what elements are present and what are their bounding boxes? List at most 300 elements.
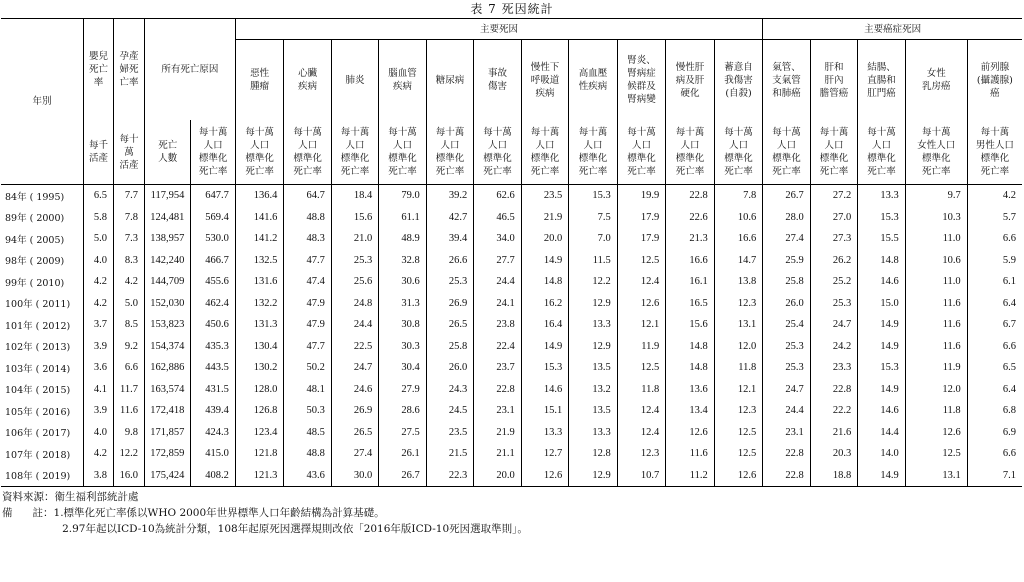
value-cell: 30.3 — [379, 336, 426, 358]
value-cell: 132.5 — [235, 250, 284, 272]
value-cell: 47.4 — [284, 271, 331, 293]
value-cell: 39.2 — [426, 185, 473, 207]
column-unit: 每十萬 人口 標準化 死亡率 — [426, 120, 473, 185]
value-cell: 14.6 — [521, 379, 568, 401]
column-name: 蓄意自 我傷害 (自殺) — [714, 40, 763, 121]
table-row — [1, 357, 1022, 379]
value-cell: 24.8 — [331, 293, 378, 315]
value-cell: 10.6 — [905, 250, 967, 272]
year-cell: 89年 ( 2000) — [5, 213, 65, 225]
value-cell: 162,886 — [144, 357, 190, 379]
value-cell: 20.0 — [474, 465, 521, 487]
value-cell: 12.1 — [617, 314, 666, 336]
table-row — [1, 443, 1022, 465]
table-row — [1, 465, 1022, 487]
value-cell: 25.2 — [810, 271, 857, 293]
value-cell: 13.1 — [905, 465, 967, 487]
value-cell: 12.3 — [714, 400, 763, 422]
column-name: 肝和 肝內 膽管癌 — [810, 40, 857, 121]
value-cell: 48.5 — [284, 422, 331, 444]
column-name: 糖尿病 — [426, 40, 473, 121]
value-cell: 12.4 — [617, 400, 666, 422]
value-cell: 11.8 — [617, 379, 666, 401]
value-cell: 6.5 — [84, 185, 114, 207]
column-name: 嬰兒 死亡 率 — [84, 19, 114, 121]
value-cell: 11.8 — [714, 357, 763, 379]
value-cell: 431.5 — [191, 379, 235, 401]
value-cell: 11.6 — [905, 293, 967, 315]
value-cell: 14.6 — [858, 400, 905, 422]
value-cell: 12.2 — [569, 271, 618, 293]
value-cell: 439.4 — [191, 400, 235, 422]
value-cell: 3.6 — [84, 357, 114, 379]
year-cell: 108年 ( 2019) — [1, 465, 84, 487]
value-cell: 14.9 — [858, 379, 905, 401]
value-cell: 61.1 — [379, 207, 426, 229]
value-cell: 18.4 — [331, 185, 378, 207]
table-row — [1, 422, 1022, 444]
value-cell: 17.9 — [617, 228, 666, 250]
value-cell: 12.5 — [905, 443, 967, 465]
value-cell: 12.0 — [905, 379, 967, 401]
value-cell: 18.8 — [810, 465, 857, 487]
value-cell: 12.9 — [569, 465, 618, 487]
value-cell: 15.6 — [331, 207, 378, 229]
value-cell: 138,957 — [144, 228, 190, 250]
column-name: 高血壓 性疾病 — [569, 40, 618, 121]
value-cell: 142,240 — [144, 250, 190, 272]
column-unit: 每十萬 人口 標準化 死亡率 — [191, 120, 235, 185]
table-body — [1, 185, 1022, 487]
value-cell: 11.6 — [905, 314, 967, 336]
value-cell: 4.0 — [84, 250, 114, 272]
value-cell: 172,859 — [144, 443, 190, 465]
value-cell: 4.2 — [84, 443, 114, 465]
table-row — [1, 379, 1022, 401]
value-cell: 21.5 — [426, 443, 473, 465]
value-cell: 144,709 — [144, 271, 190, 293]
value-cell: 26.9 — [331, 400, 378, 422]
value-cell: 4.0 — [84, 422, 114, 444]
value-cell: 126.8 — [235, 400, 284, 422]
year-cell: 106年 ( 2017) — [5, 428, 71, 440]
value-cell: 39.4 — [426, 228, 473, 250]
value-cell: 14.8 — [666, 336, 715, 358]
value-cell: 12.8 — [569, 443, 618, 465]
value-cell: 7.7 — [114, 185, 145, 207]
value-cell: 13.3 — [569, 314, 618, 336]
value-cell: 12.7 — [521, 443, 568, 465]
value-cell: 25.6 — [331, 271, 378, 293]
value-cell: 14.9 — [858, 314, 905, 336]
value-cell: 26.9 — [426, 293, 473, 315]
table-title: 表 7 死因統計 — [470, 2, 554, 16]
value-cell: 13.8 — [714, 271, 763, 293]
column-name: 所有死亡原因 — [144, 19, 235, 121]
value-cell: 6.5 — [967, 357, 1022, 379]
year-cell: 104年 ( 2015) — [5, 385, 71, 397]
value-cell: 24.6 — [331, 379, 378, 401]
value-cell: 22.8 — [763, 465, 810, 487]
value-cell: 12.2 — [114, 443, 145, 465]
table-row — [1, 271, 1022, 293]
value-cell: 14.9 — [521, 250, 568, 272]
value-cell: 16.1 — [666, 271, 715, 293]
value-cell: 27.9 — [379, 379, 426, 401]
value-cell: 11.6 — [905, 336, 967, 358]
value-cell: 462.4 — [191, 293, 235, 315]
value-cell: 12.9 — [569, 336, 618, 358]
value-cell: 6.9 — [967, 422, 1022, 444]
value-cell: 12.1 — [714, 379, 763, 401]
value-cell: 14.9 — [858, 336, 905, 358]
value-cell: 25.8 — [763, 271, 810, 293]
death-statistics-table — [1, 18, 1022, 487]
column-unit: 每十萬 人口 標準化 死亡率 — [569, 120, 618, 185]
value-cell: 15.1 — [521, 400, 568, 422]
value-cell: 9.2 — [114, 336, 145, 358]
value-cell: 124,481 — [144, 207, 190, 229]
column-unit: 每十萬 人口 標準化 死亡率 — [617, 120, 666, 185]
value-cell: 24.1 — [474, 293, 521, 315]
value-cell: 23.5 — [426, 422, 473, 444]
value-cell: 9.7 — [905, 185, 967, 207]
value-cell: 30.0 — [331, 465, 378, 487]
value-cell: 12.5 — [714, 422, 763, 444]
value-cell: 154,374 — [144, 336, 190, 358]
value-cell: 48.3 — [284, 228, 331, 250]
value-cell: 26.6 — [426, 250, 473, 272]
value-cell: 47.7 — [284, 336, 331, 358]
value-cell: 15.3 — [521, 357, 568, 379]
value-cell: 14.9 — [858, 465, 905, 487]
value-cell: 15.6 — [666, 314, 715, 336]
year-cell: 100年 ( 2011) — [5, 299, 71, 311]
value-cell: 25.3 — [810, 293, 857, 315]
table-row — [1, 400, 1022, 422]
value-cell: 14.4 — [858, 422, 905, 444]
value-cell: 16.6 — [666, 250, 715, 272]
column-unit: 每十萬 男性人口 標準化 死亡率 — [967, 120, 1022, 185]
table-row — [1, 250, 1022, 272]
value-cell: 7.5 — [569, 207, 618, 229]
value-cell: 10.7 — [617, 465, 666, 487]
value-cell: 28.6 — [379, 400, 426, 422]
value-cell: 64.7 — [284, 185, 331, 207]
value-cell: 24.4 — [763, 400, 810, 422]
value-cell: 27.2 — [810, 185, 857, 207]
column-name: 惡性 腫瘤 — [235, 40, 284, 121]
value-cell: 7.8 — [714, 185, 763, 207]
value-cell: 16.2 — [521, 293, 568, 315]
value-cell: 32.8 — [379, 250, 426, 272]
value-cell: 24.4 — [331, 314, 378, 336]
year-column-header: 年別 — [1, 19, 84, 185]
value-cell: 3.7 — [84, 314, 114, 336]
value-cell: 5.7 — [967, 207, 1022, 229]
value-cell: 48.1 — [284, 379, 331, 401]
value-cell: 6.4 — [967, 379, 1022, 401]
value-cell: 12.5 — [617, 250, 666, 272]
value-cell: 7.0 — [569, 228, 618, 250]
value-cell: 7.1 — [967, 465, 1022, 487]
value-cell: 30.4 — [379, 357, 426, 379]
value-cell: 11.6 — [114, 400, 145, 422]
value-cell: 42.7 — [426, 207, 473, 229]
value-cell: 6.4 — [967, 293, 1022, 315]
value-cell: 12.5 — [714, 443, 763, 465]
year-cell: 84年 ( 1995) — [5, 191, 65, 203]
value-cell: 530.0 — [191, 228, 235, 250]
value-cell: 46.5 — [474, 207, 521, 229]
value-cell: 7.3 — [114, 228, 145, 250]
value-cell: 14.7 — [714, 250, 763, 272]
value-cell: 79.0 — [379, 185, 426, 207]
value-cell: 26.5 — [331, 422, 378, 444]
value-cell: 15.5 — [858, 228, 905, 250]
value-cell: 17.9 — [617, 207, 666, 229]
value-cell: 123.4 — [235, 422, 284, 444]
column-name: 腎炎、 腎病症 候群及 腎病變 — [617, 40, 666, 121]
value-cell: 13.3 — [569, 422, 618, 444]
value-cell: 12.6 — [905, 422, 967, 444]
value-cell: 13.2 — [569, 379, 618, 401]
year-cell: 99年 ( 2010) — [5, 277, 65, 289]
value-cell: 11.8 — [905, 400, 967, 422]
value-cell: 24.7 — [810, 314, 857, 336]
value-cell: 24.3 — [426, 379, 473, 401]
value-cell: 11.2 — [666, 465, 715, 487]
value-cell: 25.3 — [426, 271, 473, 293]
value-cell: 48.8 — [284, 443, 331, 465]
column-name: 事故 傷害 — [474, 40, 521, 121]
column-name: 肺炎 — [331, 40, 378, 121]
value-cell: 4.2 — [967, 185, 1022, 207]
value-cell: 30.8 — [379, 314, 426, 336]
value-cell: 7.8 — [114, 207, 145, 229]
value-cell: 10.6 — [714, 207, 763, 229]
value-cell: 24.7 — [331, 357, 378, 379]
column-name: 氣管、 支氣管 和肺癌 — [763, 40, 810, 121]
value-cell: 43.6 — [284, 465, 331, 487]
value-cell: 13.6 — [666, 379, 715, 401]
value-cell: 22.8 — [810, 379, 857, 401]
column-unit: 每十萬 人口 標準化 死亡率 — [331, 120, 378, 185]
value-cell: 22.3 — [426, 465, 473, 487]
value-cell: 11.5 — [569, 250, 618, 272]
value-cell: 27.3 — [810, 228, 857, 250]
value-cell: 25.3 — [331, 250, 378, 272]
column-name: 慢性肝 病及肝 硬化 — [666, 40, 715, 121]
column-name: 慢性下 呼吸道 疾病 — [521, 40, 568, 121]
value-cell: 21.1 — [474, 443, 521, 465]
value-cell: 141.6 — [235, 207, 284, 229]
value-cell: 415.0 — [191, 443, 235, 465]
value-cell: 455.6 — [191, 271, 235, 293]
year-cell: 101年 ( 2012) — [5, 320, 71, 332]
value-cell: 11.0 — [905, 228, 967, 250]
value-cell: 13.1 — [714, 314, 763, 336]
value-cell: 22.5 — [331, 336, 378, 358]
value-cell: 23.7 — [474, 357, 521, 379]
value-cell: 8.3 — [114, 250, 145, 272]
value-cell: 13.3 — [858, 185, 905, 207]
column-unit: 每十 萬 活產 — [114, 120, 145, 185]
value-cell: 4.2 — [114, 271, 145, 293]
group-header-cancer-causes: 主要癌症死因 — [763, 19, 1022, 40]
value-cell: 27.4 — [763, 228, 810, 250]
value-cell: 22.2 — [810, 400, 857, 422]
value-cell: 153,823 — [144, 314, 190, 336]
column-name: 結腸、 直腸和 肛門癌 — [858, 40, 905, 121]
value-cell: 34.0 — [474, 228, 521, 250]
table-row — [1, 293, 1022, 315]
value-cell: 24.7 — [763, 379, 810, 401]
value-cell: 16.5 — [666, 293, 715, 315]
column-unit: 每十萬 人口 標準化 死亡率 — [714, 120, 763, 185]
value-cell: 50.3 — [284, 400, 331, 422]
value-cell: 22.8 — [763, 443, 810, 465]
value-cell: 130.2 — [235, 357, 284, 379]
value-cell: 31.3 — [379, 293, 426, 315]
value-cell: 15.0 — [858, 293, 905, 315]
source-note: 資料來源：衛生福利部統計處 — [2, 491, 139, 503]
value-cell: 26.1 — [379, 443, 426, 465]
value-cell: 12.6 — [617, 293, 666, 315]
value-cell: 26.7 — [763, 185, 810, 207]
value-cell: 21.6 — [810, 422, 857, 444]
value-cell: 8.5 — [114, 314, 145, 336]
value-cell: 569.4 — [191, 207, 235, 229]
value-cell: 4.1 — [84, 379, 114, 401]
year-cell: 98年 ( 2009) — [5, 256, 65, 268]
value-cell: 50.2 — [284, 357, 331, 379]
value-cell: 25.9 — [763, 250, 810, 272]
value-cell: 16.6 — [714, 228, 763, 250]
value-cell: 25.8 — [426, 336, 473, 358]
year-cell: 94年 ( 2005) — [5, 234, 65, 246]
value-cell: 47.9 — [284, 293, 331, 315]
value-cell: 141.2 — [235, 228, 284, 250]
value-cell: 21.9 — [474, 422, 521, 444]
value-cell: 24.4 — [474, 271, 521, 293]
value-cell: 6.6 — [967, 228, 1022, 250]
column-unit: 每十萬 人口 標準化 死亡率 — [521, 120, 568, 185]
column-name: 心臟 疾病 — [284, 40, 331, 121]
column-name: 腦血管 疾病 — [379, 40, 426, 121]
value-cell: 6.1 — [967, 271, 1022, 293]
value-cell: 6.6 — [114, 357, 145, 379]
value-cell: 408.2 — [191, 465, 235, 487]
value-cell: 27.5 — [379, 422, 426, 444]
value-cell: 30.6 — [379, 271, 426, 293]
value-cell: 424.3 — [191, 422, 235, 444]
value-cell: 5.9 — [967, 250, 1022, 272]
value-cell: 121.8 — [235, 443, 284, 465]
value-cell: 647.7 — [191, 185, 235, 207]
value-cell: 48.9 — [379, 228, 426, 250]
value-cell: 12.6 — [521, 465, 568, 487]
value-cell: 47.7 — [284, 250, 331, 272]
value-cell: 14.8 — [666, 357, 715, 379]
column-name: 前列腺 (攝護腺) 癌 — [967, 40, 1022, 121]
value-cell: 4.2 — [84, 271, 114, 293]
value-cell: 5.0 — [114, 293, 145, 315]
footer — [0, 489, 1024, 537]
year-cell: 102年 ( 2013) — [5, 342, 71, 354]
value-cell: 28.0 — [763, 207, 810, 229]
column-unit: 每十萬 人口 標準化 死亡率 — [379, 120, 426, 185]
remark-note-1: 備 註：1.標準化死亡率係以WHO 2000年世界標準人口年齡結構為計算基礎。 — [2, 507, 385, 519]
value-cell: 22.8 — [474, 379, 521, 401]
value-cell: 6.7 — [967, 314, 1022, 336]
value-cell: 171,857 — [144, 422, 190, 444]
column-unit: 每十萬 人口 標準化 死亡率 — [666, 120, 715, 185]
value-cell: 12.3 — [617, 443, 666, 465]
value-cell: 13.4 — [666, 400, 715, 422]
value-cell: 23.3 — [810, 357, 857, 379]
value-cell: 15.3 — [858, 357, 905, 379]
value-cell: 172,418 — [144, 400, 190, 422]
value-cell: 23.5 — [521, 185, 568, 207]
value-cell: 21.3 — [666, 228, 715, 250]
value-cell: 6.8 — [967, 400, 1022, 422]
value-cell: 14.8 — [521, 271, 568, 293]
value-cell: 16.0 — [114, 465, 145, 487]
value-cell: 128.0 — [235, 379, 284, 401]
value-cell: 25.3 — [763, 336, 810, 358]
table-row — [1, 314, 1022, 336]
value-cell: 10.3 — [905, 207, 967, 229]
column-unit: 每十萬 人口 標準化 死亡率 — [284, 120, 331, 185]
value-cell: 26.0 — [763, 293, 810, 315]
value-cell: 132.2 — [235, 293, 284, 315]
value-cell: 15.3 — [569, 185, 618, 207]
value-cell: 466.7 — [191, 250, 235, 272]
value-cell: 22.4 — [474, 336, 521, 358]
value-cell: 121.3 — [235, 465, 284, 487]
value-cell: 14.9 — [521, 336, 568, 358]
table-row — [1, 207, 1022, 229]
group-header-main-causes: 主要死因 — [235, 19, 762, 40]
value-cell: 26.7 — [379, 465, 426, 487]
remark-note-2: 2.97年起以ICD-10為統計分類，108年起原死因選擇規則改依「2016年版ICD-10死因選取準則」。 — [2, 523, 528, 535]
value-cell: 26.2 — [810, 250, 857, 272]
table-header — [1, 19, 1022, 185]
column-unit: 每十萬 人口 標準化 死亡率 — [235, 120, 284, 185]
value-cell: 175,424 — [144, 465, 190, 487]
column-unit: 每十萬 人口 標準化 死亡率 — [763, 120, 810, 185]
column-unit: 每十萬 人口 標準化 死亡率 — [858, 120, 905, 185]
value-cell: 22.8 — [666, 185, 715, 207]
year-cell: 107年 ( 2018) — [5, 449, 71, 461]
table-row — [1, 228, 1022, 250]
value-cell: 11.9 — [617, 336, 666, 358]
value-cell: 27.4 — [331, 443, 378, 465]
value-cell: 25.3 — [763, 357, 810, 379]
value-cell: 13.3 — [521, 422, 568, 444]
value-cell: 24.2 — [810, 336, 857, 358]
value-cell: 62.6 — [474, 185, 521, 207]
value-cell: 23.1 — [474, 400, 521, 422]
value-cell: 13.5 — [569, 400, 618, 422]
value-cell: 15.3 — [858, 207, 905, 229]
value-cell: 5.0 — [84, 228, 114, 250]
value-cell: 11.0 — [905, 271, 967, 293]
value-cell: 163,574 — [144, 379, 190, 401]
value-cell: 11.6 — [666, 443, 715, 465]
value-cell: 435.3 — [191, 336, 235, 358]
